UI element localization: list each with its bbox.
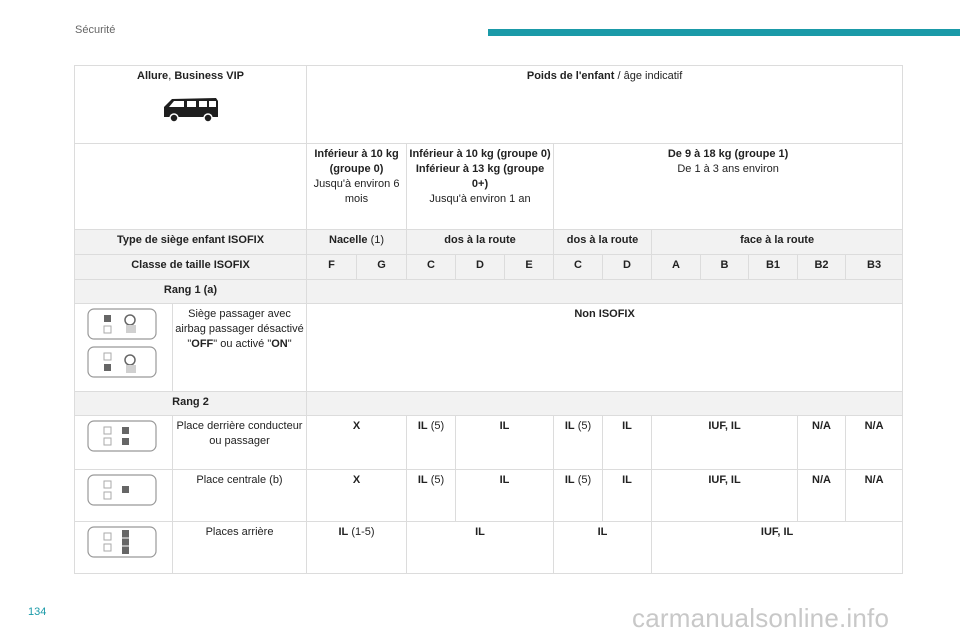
- group-0-header: Inférieur à 10 kg (groupe 0) Jusqu'à environ 6 mois: [307, 144, 407, 230]
- size-class-cell: C: [554, 255, 603, 280]
- size-class-label: Classe de taille ISOFIX: [75, 255, 307, 280]
- seat-marker-icon: [122, 427, 129, 434]
- rear-center-seat-diagram: [75, 470, 173, 522]
- compat-cell: IL (1-5): [307, 522, 407, 574]
- model-sep: ,: [168, 70, 175, 82]
- seat-marker-icon: [122, 530, 129, 554]
- size-class-cell: A: [652, 255, 701, 280]
- compat-cell: N/A: [846, 416, 903, 470]
- car-top-view-icon: [82, 419, 166, 453]
- table-row: [75, 255, 903, 280]
- passenger-seat-diagram: [75, 304, 173, 392]
- size-class-cell: B3: [846, 255, 903, 280]
- seat-type-cell: face à la route: [652, 230, 903, 255]
- compat-cell: IL (5): [407, 470, 456, 522]
- compat-cell: IL (5): [554, 470, 603, 522]
- table-row: [75, 304, 903, 392]
- seat-position-label: Places arrière: [173, 522, 307, 574]
- rang-2-label: Rang 2: [75, 392, 307, 416]
- header-accent-bar: [488, 29, 960, 36]
- seat-type-cell: Nacelle (1): [307, 230, 407, 255]
- seat-marker-icon: [104, 315, 111, 322]
- non-isofix-cell: Non ISOFIX: [307, 304, 903, 392]
- seat-type-label: Type de siège enfant ISOFIX: [75, 230, 307, 255]
- compat-cell: IUF, IL: [652, 416, 798, 470]
- table-row: [75, 522, 903, 574]
- car-top-view-icon: [82, 473, 166, 507]
- compat-cell: N/A: [798, 416, 846, 470]
- rear-seats-diagram: [75, 522, 173, 574]
- compat-cell: IUF, IL: [652, 522, 903, 574]
- table-row: [75, 230, 903, 255]
- size-class-cell: B1: [749, 255, 798, 280]
- size-class-cell: C: [407, 255, 456, 280]
- size-class-cell: D: [456, 255, 505, 280]
- compat-cell: IUF, IL: [652, 470, 798, 522]
- van-side-icon: [160, 93, 222, 125]
- rang-1-label: Rang 1 (a): [75, 280, 307, 304]
- seat-marker-icon: [122, 486, 129, 493]
- table-row: [75, 66, 903, 144]
- car-top-view-icon: [82, 307, 166, 381]
- size-class-cell: B: [701, 255, 749, 280]
- vehicle-model-cell: [75, 66, 307, 144]
- size-class-cell: D: [603, 255, 652, 280]
- seat-position-label: Place centrale (b): [173, 470, 307, 522]
- group-0-plus-header: Inférieur à 10 kg (groupe 0) Inférieur à 13 kg (groupe 0+) Jusqu'à environ 1 an: [407, 144, 554, 230]
- table-row: [75, 280, 903, 304]
- compat-cell: IL: [554, 522, 652, 574]
- section-label: Sécurité: [75, 24, 116, 36]
- compat-cell: N/A: [798, 470, 846, 522]
- size-class-cell: F: [307, 255, 357, 280]
- table-row: [75, 416, 903, 470]
- compat-cell: IL: [456, 416, 554, 470]
- size-class-cell: G: [357, 255, 407, 280]
- compat-cell: IL (5): [407, 416, 456, 470]
- compat-cell: IL: [603, 470, 652, 522]
- model-name: Business VIP: [174, 70, 245, 82]
- car-top-view-icon: [82, 525, 166, 559]
- isofix-table: [74, 65, 903, 574]
- table-row: [75, 392, 903, 416]
- compat-cell: X: [307, 416, 407, 470]
- compat-cell: IL: [456, 470, 554, 522]
- compat-cell: IL: [603, 416, 652, 470]
- seat-type-cell: dos à la route: [554, 230, 652, 255]
- weight-age-label: / âge indicatif: [614, 70, 683, 82]
- group-1-header: De 9 à 18 kg (groupe 1) De 1 à 3 ans environ: [554, 144, 903, 230]
- seat-type-cell: dos à la route: [407, 230, 554, 255]
- table-row: [75, 144, 903, 230]
- compat-cell: IL (5): [554, 416, 603, 470]
- seat-position-label: Place derrière conducteur ou passager: [173, 416, 307, 470]
- passenger-seat-label: Siège passager avec airbag passager désactivé "OFF" ou activé "ON": [173, 304, 307, 392]
- child-weight-header: [307, 66, 903, 144]
- model-name: Allure: [137, 70, 169, 82]
- table-row: [75, 470, 903, 522]
- rear-outer-seat-diagram: [75, 416, 173, 470]
- weight-label: Poids de l'enfant: [526, 70, 615, 82]
- size-class-cell: E: [505, 255, 554, 280]
- page-number: 134: [28, 606, 47, 618]
- size-class-cell: B2: [798, 255, 846, 280]
- compat-cell: X: [307, 470, 407, 522]
- compat-cell: N/A: [846, 470, 903, 522]
- watermark: carmanualsonline.info: [632, 603, 890, 633]
- steering-wheel-icon: [125, 315, 135, 325]
- compat-cell: IL: [407, 522, 554, 574]
